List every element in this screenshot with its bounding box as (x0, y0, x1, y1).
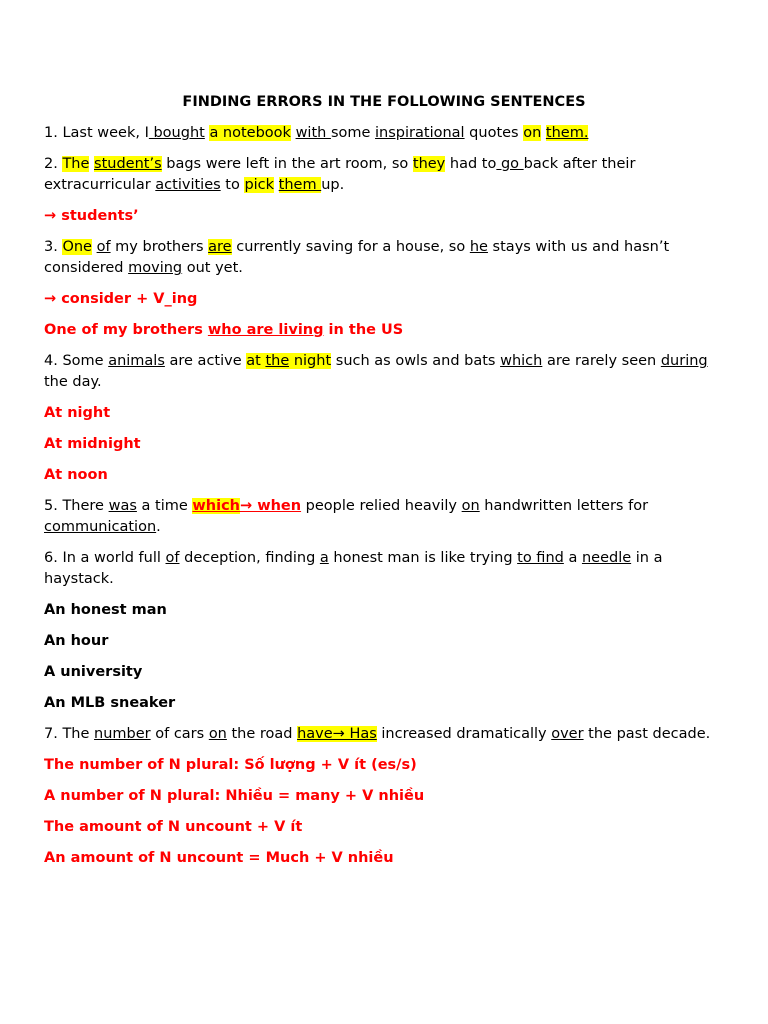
text: honest man is like trying (328, 550, 518, 566)
text: in the US (323, 322, 404, 338)
error-he: he (469, 239, 488, 255)
text: some (330, 125, 376, 141)
text: 7. The (44, 726, 95, 742)
text: in a haystack. (44, 550, 663, 587)
error-of: of (165, 550, 180, 566)
text: quotes (464, 125, 524, 141)
error-on: on (208, 726, 227, 742)
document-body (44, 92, 724, 879)
error-during: during (660, 353, 708, 369)
text: people relied heavily (301, 498, 462, 514)
text: a (563, 550, 582, 566)
text: stays with us and hasn’t considered (44, 239, 670, 276)
text: are rarely seen (542, 353, 661, 369)
highlight-are: are (208, 239, 232, 255)
note-at-noon: At noon (44, 467, 108, 483)
text (274, 177, 279, 193)
highlight-night: night (293, 353, 332, 369)
text: back after their extracurricular (44, 156, 636, 193)
text: of cars (150, 726, 209, 742)
rule-a-number: A number of N plural: Nhiều = many + V nhiều (44, 788, 425, 804)
text: up. (321, 177, 345, 193)
rule-an-amount: An amount of N uncount = Much + V nhiều (44, 850, 394, 866)
error-over: over (551, 726, 584, 742)
text: the past decade. (583, 726, 711, 742)
error-of: of (96, 239, 111, 255)
example-honest-man: An honest man (44, 602, 167, 618)
text: such as owls and bats (331, 353, 501, 369)
answer-2: → students’ (44, 208, 139, 224)
text: a time (136, 498, 193, 514)
text: One of my brothers (44, 322, 208, 338)
text: increased dramatically (376, 726, 552, 742)
text: my brothers (110, 239, 209, 255)
highlight-on: on (523, 125, 542, 141)
error-to-find: to find (517, 550, 564, 566)
correction-which: which (192, 498, 240, 514)
highlight-they: they (412, 156, 446, 172)
text: handwritten letters for (479, 498, 649, 514)
highlight-the: The (62, 156, 90, 172)
highlight-the: the (265, 353, 290, 369)
text: 4. Some (44, 353, 109, 369)
example-university: A university (44, 664, 143, 680)
page-title: FINDING ERRORS IN THE FOLLOWING SENTENCES (182, 94, 586, 110)
example-mlb-sneaker: An MLB sneaker (44, 695, 176, 711)
note-at-night: At night (44, 405, 111, 421)
sentence-7 (44, 724, 724, 745)
error-on: on (461, 498, 480, 514)
answer-3: → consider + V_ing (44, 291, 198, 307)
highlight-them: them (278, 177, 322, 193)
rule-the-number: The number of N plural: Số lượng + V ít (es/s) (44, 757, 417, 773)
sentence-5 (44, 496, 724, 538)
error-with: with (295, 125, 331, 141)
correction-have-has: have→ Has (297, 726, 377, 742)
sentence-1 (44, 123, 724, 144)
correction-when: → when (240, 498, 302, 514)
highlight-students: student’s (94, 156, 162, 172)
text: the day. (44, 374, 102, 390)
highlight-at: at (246, 353, 261, 369)
note-at-midnight: At midnight (44, 436, 141, 452)
error-which: which (500, 353, 543, 369)
error-inspirational: inspirational (375, 125, 465, 141)
sentence-6 (44, 548, 724, 590)
text: 6. In a world full (44, 550, 166, 566)
highlight-them: them. (545, 125, 589, 141)
example-who-are-living: who are living (207, 322, 324, 338)
sentence-3: 3. One of my brothers are currently saving for a house, so he stays with us and hasn’t considered moving out yet. (44, 239, 670, 276)
text: to (220, 177, 245, 193)
highlight-pick: pick (244, 177, 275, 193)
error-needle: needle (581, 550, 632, 566)
text: had to (445, 156, 497, 172)
text: 5. There (44, 498, 109, 514)
text: . (156, 519, 161, 535)
error-was: was (108, 498, 137, 514)
error-bought: bought (148, 125, 205, 141)
error-communication: communication (44, 519, 157, 535)
example-3 (44, 320, 724, 341)
text: the road (226, 726, 298, 742)
error-go: go (496, 156, 524, 172)
example-hour: An hour (44, 633, 109, 649)
error-number: number (94, 726, 151, 742)
text: 1. Last week, I (44, 125, 149, 141)
sentence-2: 2. The student’s bags were left in the art room, so they had to go back after their extracurricular activities to pick them up. (44, 156, 636, 193)
error-activities: activities (155, 177, 221, 193)
text: deception, finding (179, 550, 320, 566)
error-animals: animals (108, 353, 165, 369)
text: are active (164, 353, 247, 369)
highlight-one: One (62, 239, 92, 255)
rule-the-amount: The amount of N uncount + V ít (44, 819, 303, 835)
text: currently saving for a house, so (231, 239, 470, 255)
sentence-4 (44, 351, 724, 393)
error-moving: moving (128, 260, 183, 276)
text: bags were left in the art room, so (161, 156, 413, 172)
highlight-notebook: a notebook (209, 125, 291, 141)
error-a: a (319, 550, 329, 566)
text: out yet. (182, 260, 243, 276)
